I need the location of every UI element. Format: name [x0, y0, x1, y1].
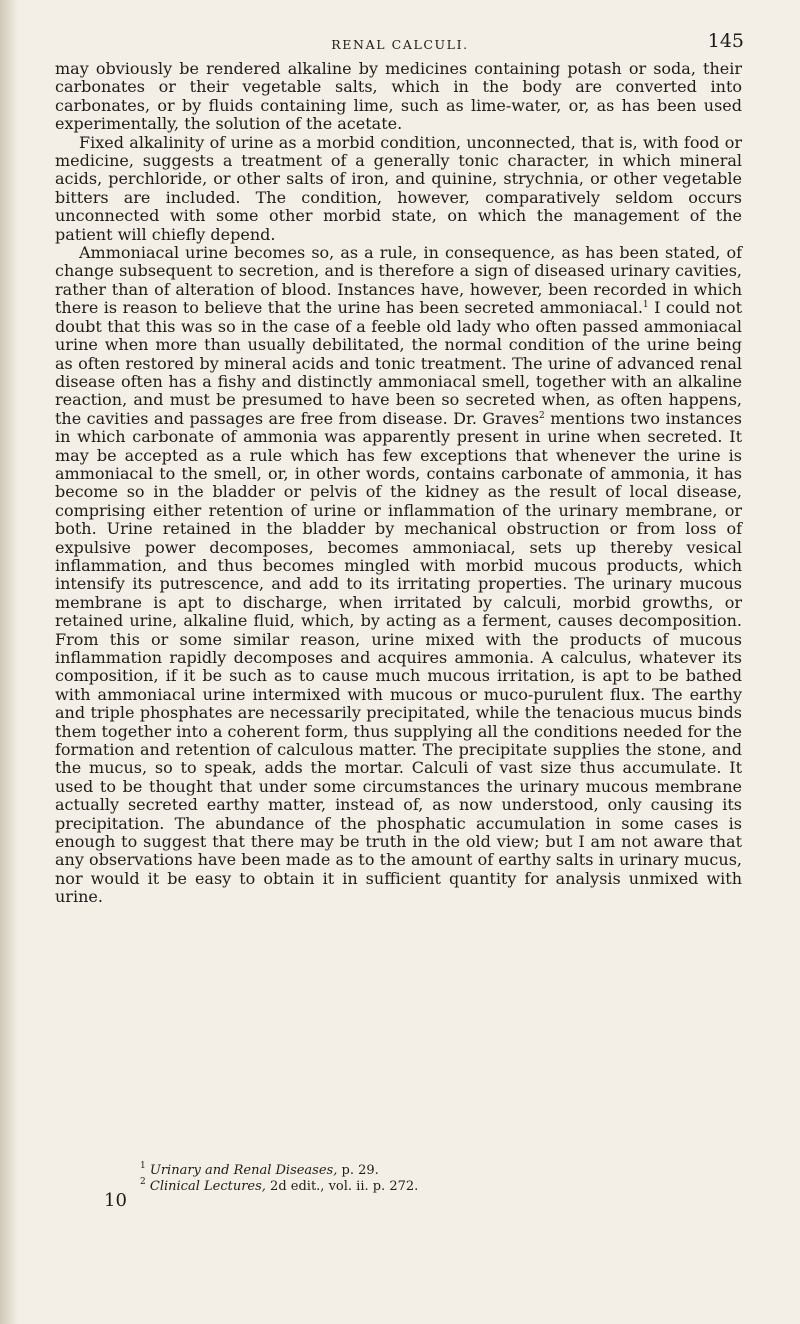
footnotes: [140, 1163, 700, 1195]
signature-mark: 10: [104, 1190, 127, 1211]
paragraph: [55, 60, 742, 134]
footnote: [140, 1179, 700, 1195]
footnote-number: 2: [140, 1177, 146, 1187]
footnote-mark[interactable]: 1: [642, 300, 649, 311]
running-header: [0, 30, 800, 58]
footnote-detail: 2d edit., vol. ii. p. 272.: [270, 1179, 419, 1194]
paragraph: [55, 134, 742, 244]
footnote-detail: p. 29.: [341, 1163, 379, 1178]
paragraph-text: Ammoniacal urine becomes so, as a rule, in consequence, as has been stated, of change subsequent to secretion, and is therefore a sign of diseased urinary cavities, rather than of alteration of blood. Instances have, however, been recorded in which there is reason to believe that the urine has been secreted ammoniacal.: [55, 243, 742, 318]
footnote-number: 1: [140, 1161, 146, 1171]
footnote-title: Clinical Lectures,: [149, 1179, 266, 1194]
binding-shadow: [0, 0, 18, 1324]
paragraph-text: mentions two instances in which carbonate of ammonia was apparently present in urine when secreted. It may be accepted as a rule which has few exceptions that whenever the urine is ammoniacal to the smell, or, in other words, contains carbonate of ammonia, it has become so in the bladder or pelvis of the kidney as the result of local disease, comprising either retention of urine or inflammation of the urinary membrane, or both. Urine retained in the bladder by mechanical obstruction or from loss of expulsive power decomposes, becomes ammoniacal, sets up thereby vesical inflammation, and thus becomes mingled with morbid mucous products, which intensify its putrescence, and add to its irritating properties. The urinary mucous membrane is apt to discharge, when irritated by calculi, morbid growths, or retained urine, alkaline fluid, which, by acting as a ferment, causes decomposition. From this or some similar reason, urine mixed with the products of mucous inflammation rapidly decomposes and acquires ammonia. A calculus, whatever its composition, if it be such as to cause much mucous irritation, is apt to be bathed with ammoniacal urine intermixed with mucous or muco-purulent flux. The earthy and triple phosphates are necessarily precipitated, while the tenacious mucus binds them together into a coherent form, thus supplying all the conditions needed for the formation and retention of calculous matter. The precipitate supplies the stone, and the mucus, so to speak, adds the mortar. Calculi of vast size thus accumulate. It used to be thought that under some circumstances the urinary mucous membrane actually secreted earthy matter, instead of, as now understood, only causing its precipitation. The abundance of the phosphatic accumulation in some cases is enough to suggest that there may be truth in the old view; but I am not aware that any observations have been made as to the amount of earthy salts in urinary mucus, nor would it be easy to obtain it in sufficient quantity for analysis unmixed with urine.: [55, 408, 742, 907]
footnote: [140, 1163, 700, 1179]
body-text: [55, 60, 742, 907]
paragraph-text: I could not doubt that this was so in the case of a feeble old lady who often passed ammoniacal urine when more than usually debilitated, the normal condition of the urine being as often restored by mineral acids and tonic treatment. The urine of advanced renal disease often has a fishy and distinctly ammoniacal smell, together with an alkaline reaction, and must be presumed to have been so secreted when, as often happens, the cavities and passages are free from disease. Dr. Graves: [55, 298, 742, 428]
running-title: RENAL CALCULI.: [331, 37, 469, 52]
page-number: 145: [707, 30, 744, 52]
footnote-mark[interactable]: 2: [539, 410, 545, 421]
paragraph-text: may obviously be rendered alkaline by medicines containing potash or soda, their carbonates or their vegetable salts, which in the body are converted into carbonates, or by fluids containing lime, such as lime-water, or, as has been used experimentally, the solution of the acetate.: [55, 59, 742, 134]
paragraph: [55, 244, 742, 907]
paragraph-text: Fixed alkalinity of urine as a morbid condition, unconnected, that is, with food or medicine, suggests a treatment of a generally tonic character, in which mineral acids, perchloride, or other salts of iron, and quinine, strychnia, or other vegetable bitters are included. The condition, however, comparatively seldom occurs unconnected with some other morbid state, on which the management of the patient will chiefly depend.: [55, 132, 742, 244]
footnote-title: Urinary and Renal Diseases,: [149, 1163, 338, 1178]
